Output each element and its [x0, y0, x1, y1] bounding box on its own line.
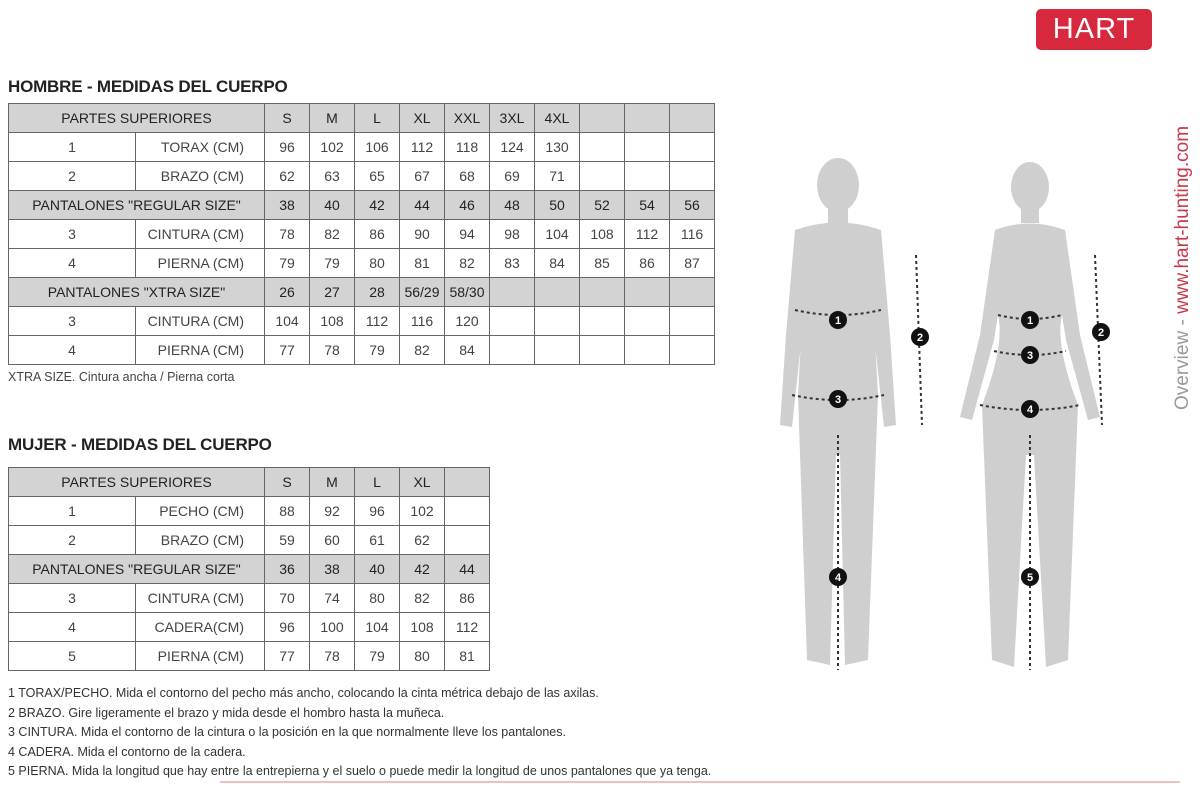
- size-cell: 65: [355, 162, 400, 191]
- size-cell: 38: [265, 191, 310, 220]
- size-cell: 50: [535, 191, 580, 220]
- marker-man-1: [829, 311, 847, 329]
- size-cell: [670, 162, 715, 191]
- size-cell: 68: [445, 162, 490, 191]
- size-cell: 96: [265, 133, 310, 162]
- svg-text:4: 4: [1026, 404, 1034, 416]
- hart-logo: HART: [1036, 9, 1152, 50]
- measurement-label: BRAZO (CM): [136, 526, 265, 555]
- size-cell: [580, 162, 625, 191]
- table-row: [9, 642, 490, 671]
- instruction-5: 5 PIERNA. Mida la longitud que hay entre la entrepierna y el suelo o puede medir la longitud de unos pantalones que ya tenga.: [8, 764, 712, 778]
- svg-text:4: 4: [834, 572, 842, 584]
- size-cell: 58/30: [445, 278, 490, 307]
- marker-man-2: [911, 328, 929, 346]
- measurement-label: BRAZO (CM): [136, 162, 265, 191]
- size-cell: [580, 336, 625, 365]
- size-cell: 130: [535, 133, 580, 162]
- size-cell: 59: [265, 526, 310, 555]
- side-caption: [1172, 50, 1194, 410]
- size-cell: 61: [355, 526, 400, 555]
- size-cell: 86: [445, 584, 490, 613]
- size-cell: 87: [670, 249, 715, 278]
- measurement-label: PECHO (CM): [136, 497, 265, 526]
- marker-woman-3: [1021, 346, 1039, 364]
- size-cell: 104: [355, 613, 400, 642]
- size-cell: 40: [310, 191, 355, 220]
- row-number: 5: [9, 642, 136, 671]
- size-cell: L: [355, 468, 400, 497]
- size-cell: [670, 104, 715, 133]
- instruction-4: 4 CADERA. Mida el contorno de la cadera.: [8, 744, 246, 759]
- row-number: 4: [9, 336, 136, 365]
- section-label: PANTALONES "REGULAR SIZE": [9, 191, 265, 220]
- size-cell: 81: [400, 249, 445, 278]
- size-cell: 96: [265, 613, 310, 642]
- measurement-label: CADERA(CM): [136, 613, 265, 642]
- table-row: [9, 584, 490, 613]
- size-cell: 84: [445, 336, 490, 365]
- size-cell: 69: [490, 162, 535, 191]
- size-cell: 36: [265, 555, 310, 584]
- section-label: PARTES SUPERIORES: [9, 104, 265, 133]
- size-cell: [625, 278, 670, 307]
- size-cell: 81: [445, 642, 490, 671]
- size-cell: M: [310, 468, 355, 497]
- marker-woman-2: [1092, 323, 1110, 341]
- size-cell: XXL: [445, 104, 490, 133]
- size-cell: 86: [355, 220, 400, 249]
- size-cell: 80: [355, 584, 400, 613]
- size-cell: 104: [265, 307, 310, 336]
- svg-text:3: 3: [1026, 350, 1034, 362]
- footer-divider: [220, 781, 1180, 783]
- size-cell: 3XL: [490, 104, 535, 133]
- size-cell: 67: [400, 162, 445, 191]
- size-cell: 77: [265, 642, 310, 671]
- table-row: [9, 220, 715, 249]
- size-cell: 48: [490, 191, 535, 220]
- body-figures: [750, 155, 1150, 685]
- size-cell: 84: [535, 249, 580, 278]
- size-cell: [625, 104, 670, 133]
- size-cell: 56: [670, 191, 715, 220]
- section-label: PANTALONES "REGULAR SIZE": [9, 555, 265, 584]
- size-cell: 108: [310, 307, 355, 336]
- size-cell: 108: [400, 613, 445, 642]
- size-cell: 104: [535, 220, 580, 249]
- size-cell: 42: [400, 555, 445, 584]
- size-cell: 52: [580, 191, 625, 220]
- section-header-row: [9, 278, 715, 307]
- measurement-label: PIERNA (CM): [136, 336, 265, 365]
- table-row: [9, 249, 715, 278]
- row-number: 1: [9, 497, 136, 526]
- size-cell: 71: [535, 162, 580, 191]
- size-cell: 62: [265, 162, 310, 191]
- size-cell: 120: [445, 307, 490, 336]
- size-cell: 112: [625, 220, 670, 249]
- xtra-size-note: XTRA SIZE. Cintura ancha / Pierna corta: [8, 370, 235, 384]
- size-cell: 90: [400, 220, 445, 249]
- row-number: 3: [9, 220, 136, 249]
- size-cell: 79: [355, 642, 400, 671]
- size-cell: 102: [310, 133, 355, 162]
- women-size-table: [8, 467, 490, 671]
- size-cell: 79: [355, 336, 400, 365]
- size-cell: M: [310, 104, 355, 133]
- size-cell: [625, 162, 670, 191]
- measurement-label: CINTURA (CM): [136, 307, 265, 336]
- size-cell: 116: [400, 307, 445, 336]
- size-cell: [625, 133, 670, 162]
- size-cell: 78: [310, 336, 355, 365]
- size-cell: 108: [580, 220, 625, 249]
- men-title: HOMBRE - MEDIDAS DEL CUERPO: [8, 77, 288, 96]
- size-cell: 79: [310, 249, 355, 278]
- size-cell: 106: [355, 133, 400, 162]
- table-row: [9, 526, 490, 555]
- row-number: 2: [9, 162, 136, 191]
- svg-text:2: 2: [916, 332, 924, 344]
- size-cell: [625, 307, 670, 336]
- table-row: [9, 162, 715, 191]
- section-header-row: [9, 468, 490, 497]
- section-label: PANTALONES "XTRA SIZE": [9, 278, 265, 307]
- measurement-label: TORAX (CM): [136, 133, 265, 162]
- svg-text:3: 3: [834, 394, 842, 406]
- size-cell: 38: [310, 555, 355, 584]
- size-cell: 60: [310, 526, 355, 555]
- size-cell: XL: [400, 104, 445, 133]
- measurement-label: PIERNA (CM): [136, 642, 265, 671]
- size-cell: [670, 278, 715, 307]
- size-cell: [490, 307, 535, 336]
- size-cell: 82: [400, 584, 445, 613]
- section-header-row: [9, 555, 490, 584]
- size-cell: 85: [580, 249, 625, 278]
- size-cell: [625, 336, 670, 365]
- size-cell: 124: [490, 133, 535, 162]
- size-cell: [580, 307, 625, 336]
- section-header-row: [9, 191, 715, 220]
- size-cell: L: [355, 104, 400, 133]
- size-cell: 82: [445, 249, 490, 278]
- size-cell: 112: [355, 307, 400, 336]
- size-cell: [580, 133, 625, 162]
- svg-text:1: 1: [834, 315, 842, 327]
- size-cell: 86: [625, 249, 670, 278]
- size-cell: 80: [400, 642, 445, 671]
- section-header-row: [9, 104, 715, 133]
- size-cell: 83: [490, 249, 535, 278]
- size-cell: [670, 307, 715, 336]
- size-cell: [490, 278, 535, 307]
- side-prefix: Overview -: [1172, 313, 1193, 410]
- size-cell: XL: [400, 468, 445, 497]
- measurement-label: CINTURA (CM): [136, 220, 265, 249]
- size-cell: 100: [310, 613, 355, 642]
- size-cell: 4XL: [535, 104, 580, 133]
- instruction-2: 2 BRAZO. Gire ligeramente el brazo y mida desde el hombro hasta la muñeca.: [8, 705, 445, 720]
- size-cell: 94: [445, 220, 490, 249]
- size-cell: 96: [355, 497, 400, 526]
- size-cell: 112: [400, 133, 445, 162]
- measurement-label: CINTURA (CM): [136, 584, 265, 613]
- size-cell: [535, 278, 580, 307]
- measurement-instructions: [8, 684, 711, 782]
- instruction-3: 3 CINTURA. Mida el contorno de la cintura o la posición en la que normalmente lleve los pantalones.: [8, 725, 566, 739]
- row-number: 3: [9, 584, 136, 613]
- size-cell: 56/29: [400, 278, 445, 307]
- size-cell: [445, 497, 490, 526]
- size-cell: 116: [670, 220, 715, 249]
- marker-woman-5: [1021, 568, 1039, 586]
- size-cell: 26: [265, 278, 310, 307]
- size-cell: 74: [310, 584, 355, 613]
- size-cell: 28: [355, 278, 400, 307]
- svg-text:5: 5: [1026, 572, 1034, 584]
- row-number: 4: [9, 249, 136, 278]
- table-row: [9, 336, 715, 365]
- svg-text:2: 2: [1097, 327, 1105, 339]
- size-cell: 88: [265, 497, 310, 526]
- size-cell: 80: [355, 249, 400, 278]
- size-cell: [535, 307, 580, 336]
- table-row: [9, 497, 490, 526]
- size-cell: [535, 336, 580, 365]
- size-cell: 42: [355, 191, 400, 220]
- table-row: [9, 133, 715, 162]
- size-cell: 62: [400, 526, 445, 555]
- size-cell: 118: [445, 133, 490, 162]
- marker-man-3: [829, 390, 847, 408]
- size-cell: 78: [310, 642, 355, 671]
- man-silhouette: [780, 158, 896, 665]
- marker-woman-4: [1021, 400, 1039, 418]
- measurement-label: PIERNA (CM): [136, 249, 265, 278]
- table-row: [9, 307, 715, 336]
- size-cell: S: [265, 104, 310, 133]
- men-size-table: [8, 103, 715, 365]
- size-cell: 102: [400, 497, 445, 526]
- size-cell: 27: [310, 278, 355, 307]
- size-cell: 92: [310, 497, 355, 526]
- size-cell: 78: [265, 220, 310, 249]
- instruction-1: 1 TORAX/PECHO. Mida el contorno del pecho más ancho, colocando la cinta métrica debajo de las axilas.: [8, 686, 599, 700]
- size-cell: 44: [400, 191, 445, 220]
- size-cell: 77: [265, 336, 310, 365]
- section-label: PARTES SUPERIORES: [9, 468, 265, 497]
- svg-text:1: 1: [1026, 315, 1034, 327]
- row-number: 3: [9, 307, 136, 336]
- size-cell: [490, 336, 535, 365]
- row-number: 1: [9, 133, 136, 162]
- size-cell: 79: [265, 249, 310, 278]
- row-number: 4: [9, 613, 136, 642]
- size-cell: 82: [400, 336, 445, 365]
- size-cell: [445, 526, 490, 555]
- table-row: [9, 613, 490, 642]
- size-cell: 40: [355, 555, 400, 584]
- website-link[interactable]: www.hart-hunting.com: [1172, 125, 1193, 314]
- size-cell: 82: [310, 220, 355, 249]
- size-cell: [670, 133, 715, 162]
- size-cell: 54: [625, 191, 670, 220]
- women-title: MUJER - MEDIDAS DEL CUERPO: [8, 435, 272, 454]
- size-cell: 112: [445, 613, 490, 642]
- size-cell: 46: [445, 191, 490, 220]
- marker-woman-1: [1021, 311, 1039, 329]
- size-cell: 70: [265, 584, 310, 613]
- size-cell: [580, 104, 625, 133]
- size-cell: 63: [310, 162, 355, 191]
- size-cell: 44: [445, 555, 490, 584]
- size-cell: [445, 468, 490, 497]
- marker-man-4: [829, 568, 847, 586]
- row-number: 2: [9, 526, 136, 555]
- size-cell: [670, 336, 715, 365]
- size-cell: 98: [490, 220, 535, 249]
- size-cell: [580, 278, 625, 307]
- size-cell: S: [265, 468, 310, 497]
